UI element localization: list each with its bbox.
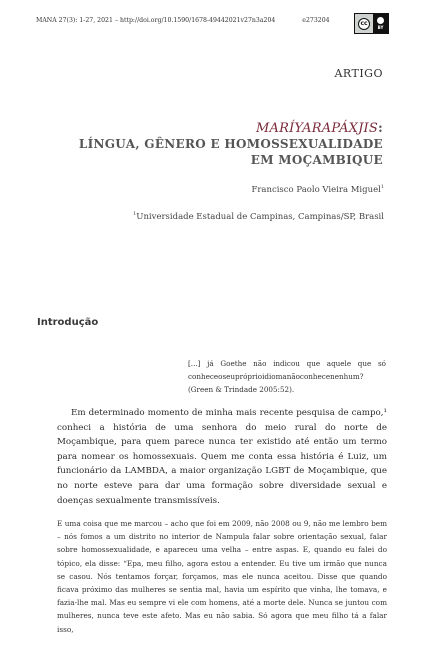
journal-citation: MANA 27(3): 1-27, 2021 [36,17,113,24]
author-name: Francisco Paolo Vieira Miguel [251,184,381,195]
block-quote [57,517,387,636]
body-text [57,406,387,508]
cc-logo-area [355,14,373,33]
running-header [36,17,335,24]
by-label: BY [377,25,384,30]
body-paragraph: Em determinado momento de minha mais recente pesquisa de campo,¹ conheci a história de uma senhora do meio rural do norte de Moçambique, para quem parece nunca ter existido até então um termo para nomear os homossexuais. Quem me conta essa história é Luiz, um funcionário da LAMBDA, a maior organização LGBT de Moçambique, que no norte esteve para dar uma formação sobre diversidade sexual e doenças sexualmente transmissíveis. [57,408,387,506]
epigraph [188,357,386,396]
author-line [251,184,384,195]
affiliation-text: Universidade Estadual de Campinas, Campinas/SP, Brasil [136,211,384,222]
doi-link[interactable]: – http://doi.org/10.1590/1678-49442021v27n3a204 [114,17,276,24]
affiliation-line [133,211,384,222]
article-id: e273204 [302,17,330,24]
person-icon [377,17,384,24]
article-title [79,121,383,168]
affiliation-marker: 1 [133,211,137,217]
title-colon: : [378,121,383,136]
title-line-3: EM MOÇAMBIQUE [250,153,383,167]
by-attribution-area [373,14,388,33]
author-footnote-marker[interactable]: 1 [380,184,384,190]
cc-icon: cc [358,18,370,30]
title-line-2: LÍNGUA, GÊNERO E HOMOSSEXUALIDADE [78,137,383,151]
block-quote-text: E uma coisa que me marcou – acho que foi em 2009, não 2008 ou 9, não me lembro bem – nós fomos a um distrito no interior de Nampula falar sobre orientação sexual, falar sobre homossexualidade, e apareceu uma velha – entre aspas. E, quando eu falei do tópico, ela disse: “Epa, meu filho, agora estou a entender. Eu tive um irmão que nunca se casou. Nós tentamos forçar, forçamos, mas ele nunca aceitou. Disse que quando ficava próximo das mulheres se sentia mal, havia um espírito que vinha, lhe tomava, e fazia-lhe mal. Mas eu sempre vi ele com homens, até a morte dele. Nunca se juntou com mulheres, nunca teve este afeto. Mas eu não sabia. Só agora que meu filho tá a falar isso, [57,519,387,634]
title-main: MARÍYARAPÁXJIS [255,121,378,136]
cc-by-icon[interactable] [354,13,389,34]
epigraph-text: [...] já Goethe não indicou que aquele que só conheceoseupróprioidiomanãoconhecenenhum? (Green & Trindade 2005:52). [188,359,386,394]
section-label: ARTIGO [334,67,383,80]
section-heading: Introdução [37,317,99,328]
